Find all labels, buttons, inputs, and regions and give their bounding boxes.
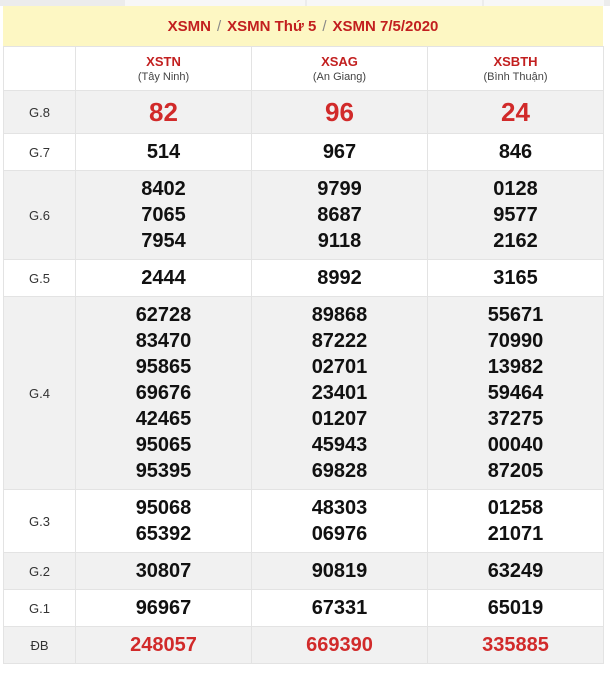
winning-number: 82: [149, 97, 178, 127]
winning-number: 248057: [130, 634, 197, 656]
prize-cell: [252, 171, 428, 260]
prize-label: G.8: [4, 91, 76, 134]
winning-number: 8687: [317, 204, 362, 226]
winning-number: 7065: [141, 204, 186, 226]
prize-label: G.4: [4, 297, 76, 490]
prize-row: [4, 134, 604, 171]
prize-cell: [428, 553, 604, 590]
winning-number: 95395: [135, 460, 192, 482]
prize-cell: [76, 490, 252, 553]
prize-cell: [252, 627, 428, 664]
prize-cell: [76, 91, 252, 134]
prize-row: [4, 553, 604, 590]
breadcrumb: [3, 6, 603, 47]
prize-cell: [428, 627, 604, 664]
winning-number: 87222: [311, 330, 368, 352]
winning-number: 02701: [311, 356, 368, 378]
winning-number: 48303: [311, 497, 368, 519]
breadcrumb-link-xsmn-date[interactable]: XSMN 7/5/2020: [332, 17, 439, 35]
prize-row: [4, 297, 604, 490]
prize-cell: [252, 260, 428, 297]
prize-row: [4, 171, 604, 260]
winning-number: 967: [322, 141, 357, 163]
province-name: (Tây Ninh): [137, 70, 190, 83]
breadcrumb-link-xsmn[interactable]: XSMN: [167, 17, 211, 35]
prize-label: G.6: [4, 171, 76, 260]
winning-number: 70990: [487, 330, 544, 352]
winning-number: 90819: [311, 560, 368, 582]
prize-label: G.7: [4, 134, 76, 171]
province-code[interactable]: XSBTH: [493, 53, 538, 69]
prize-cell: [252, 297, 428, 490]
winning-number: 2444: [141, 267, 186, 289]
winning-number: 37275: [487, 408, 544, 430]
winning-number: 13982: [487, 356, 544, 378]
prize-row: [4, 590, 604, 627]
results-table: [3, 46, 604, 664]
winning-number: 65392: [135, 523, 192, 545]
winning-number: 8992: [317, 267, 362, 289]
winning-number: 95865: [135, 356, 192, 378]
breadcrumb-separator: /: [322, 17, 327, 35]
prize-label: G.3: [4, 490, 76, 553]
prize-row: [4, 91, 604, 134]
winning-number: 95068: [135, 497, 192, 519]
prize-cell: [252, 553, 428, 590]
province-code[interactable]: XSAG: [321, 53, 358, 69]
prize-cell: [76, 590, 252, 627]
winning-number: 514: [146, 141, 181, 163]
prize-cell: [76, 297, 252, 490]
province-name: (An Giang): [312, 70, 367, 83]
winning-number: 62728: [135, 304, 192, 326]
prize-rows: [4, 91, 604, 664]
winning-number: 9799: [317, 178, 362, 200]
prize-cell: [252, 134, 428, 171]
winning-number: 01258: [487, 497, 544, 519]
winning-number: 846: [498, 141, 533, 163]
winning-number: 45943: [311, 434, 368, 456]
winning-number: 69676: [135, 382, 192, 404]
prize-cell: [428, 297, 604, 490]
province-code[interactable]: XSTN: [146, 53, 181, 69]
winning-number: 89868: [311, 304, 368, 326]
prize-row: [4, 260, 604, 297]
prize-cell: [76, 171, 252, 260]
winning-number: 67331: [311, 597, 368, 619]
prize-row: [4, 490, 604, 553]
prize-row: [4, 627, 604, 664]
winning-number: 96967: [135, 597, 192, 619]
prize-label: ĐB: [4, 627, 76, 664]
province-header-0: [76, 47, 252, 91]
prize-cell: [428, 490, 604, 553]
prize-label: G.1: [4, 590, 76, 627]
winning-number: 3165: [493, 267, 538, 289]
winning-number: 95065: [135, 434, 192, 456]
prize-cell: [252, 590, 428, 627]
winning-number: 9577: [493, 204, 538, 226]
prize-cell: [76, 553, 252, 590]
province-header-2: [428, 47, 604, 91]
winning-number: 63249: [487, 560, 544, 582]
breadcrumb-separator: /: [216, 17, 222, 35]
winning-number: 42465: [135, 408, 192, 430]
winning-number: 335885: [482, 634, 549, 656]
prize-cell: [428, 134, 604, 171]
winning-number: 23401: [311, 382, 368, 404]
winning-number: 96: [325, 97, 354, 127]
winning-number: 24: [501, 97, 530, 127]
province-name: (Bình Thuận): [483, 70, 548, 83]
winning-number: 06976: [311, 523, 368, 545]
winning-number: 55671: [487, 304, 544, 326]
prize-cell: [428, 590, 604, 627]
winning-number: 21071: [487, 523, 544, 545]
prize-cell: [76, 627, 252, 664]
winning-number: 83470: [135, 330, 192, 352]
prize-cell: [76, 134, 252, 171]
province-header-row: [4, 47, 604, 91]
winning-number: 69828: [311, 460, 368, 482]
breadcrumb-link-xsmn-thu-5[interactable]: XSMN Thứ 5: [227, 17, 317, 35]
prize-column-header: [4, 47, 76, 91]
prize-label: G.5: [4, 260, 76, 297]
winning-number: 65019: [487, 597, 544, 619]
prize-cell: [428, 171, 604, 260]
prize-cell: [428, 260, 604, 297]
winning-number: 8402: [141, 178, 186, 200]
winning-number: 01207: [311, 408, 368, 430]
winning-number: 30807: [135, 560, 192, 582]
winning-number: 669390: [306, 634, 373, 656]
winning-number: 59464: [487, 382, 544, 404]
prize-label: G.2: [4, 553, 76, 590]
winning-number: 00040: [487, 434, 544, 456]
province-header-1: [252, 47, 428, 91]
prize-cell: [252, 91, 428, 134]
prize-cell: [428, 91, 604, 134]
winning-number: 0128: [493, 178, 538, 200]
winning-number: 9118: [317, 230, 362, 252]
prize-cell: [76, 260, 252, 297]
winning-number: 87205: [487, 460, 544, 482]
winning-number: 7954: [141, 230, 186, 252]
prize-cell: [252, 490, 428, 553]
winning-number: 2162: [493, 230, 538, 252]
